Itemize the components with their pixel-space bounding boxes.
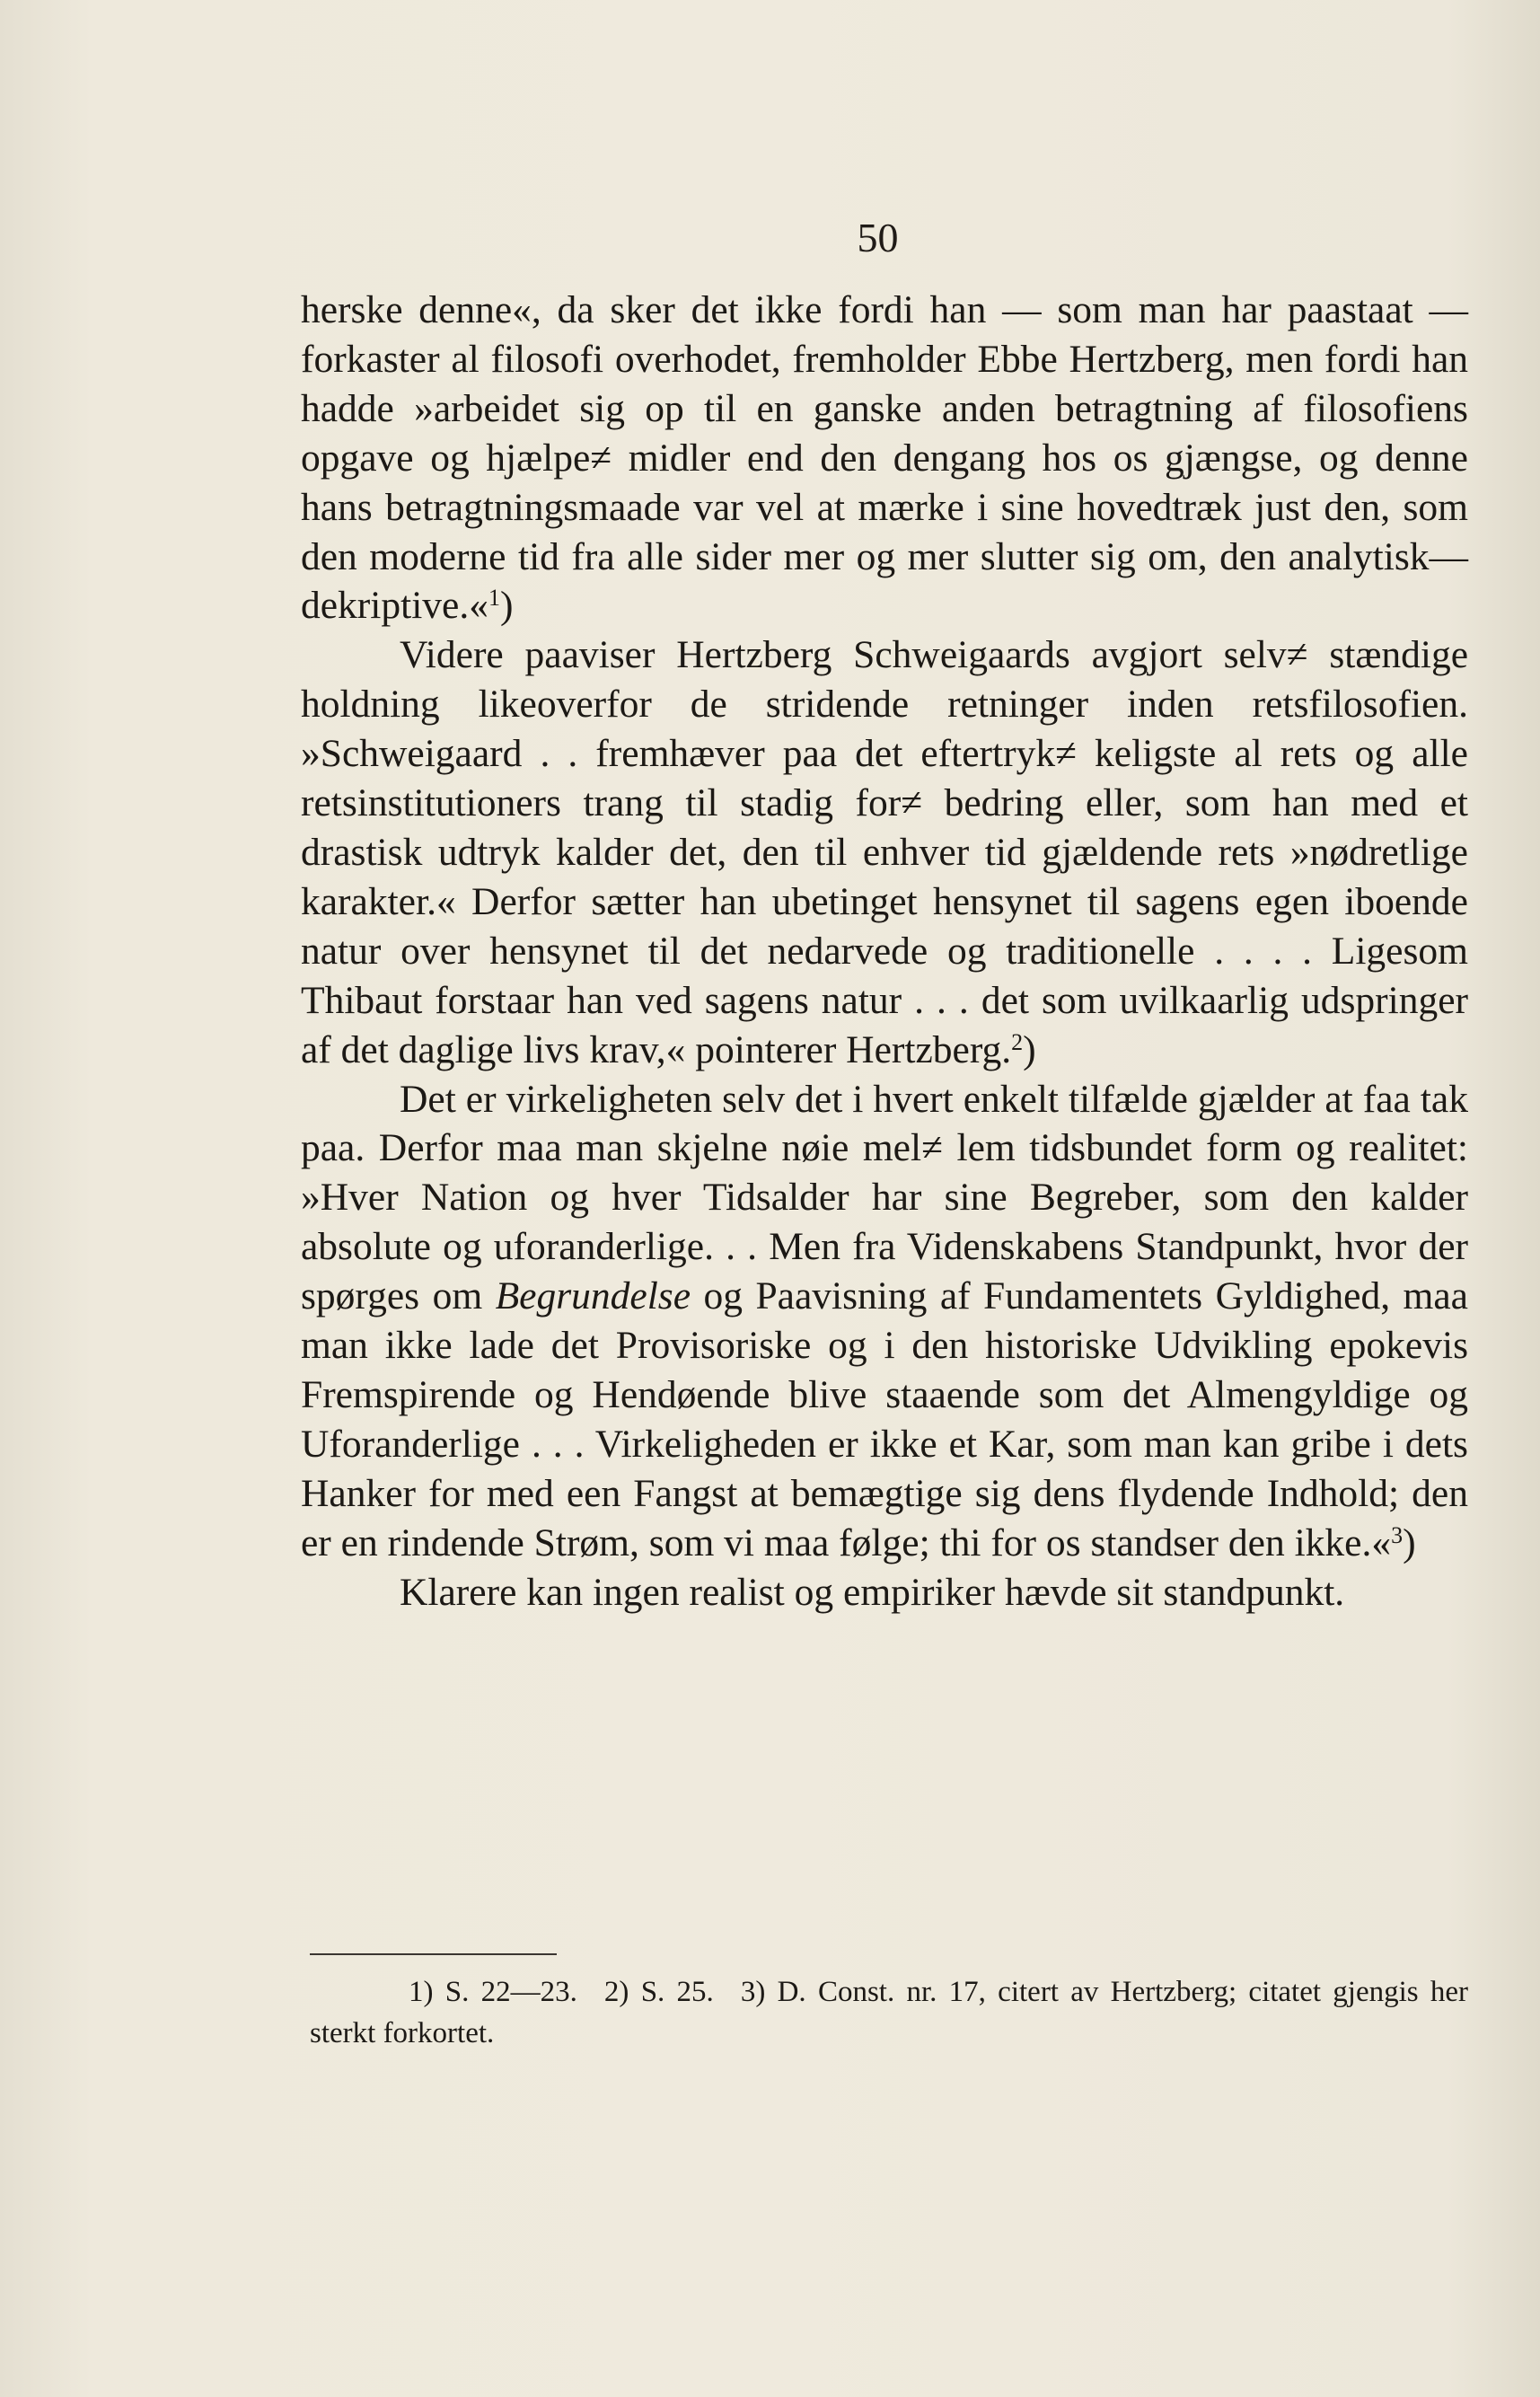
body-text bbox=[301, 286, 1468, 1617]
paragraph-3-text-b: og Paavisning af Fundamentets Gyldighed, maa man ikke lade det Provisoriske og i den historiske Udvikling epokevis Fremspirende og Hendøende blive staaende som det Almengyldige og Uforanderlige . . . Virkeligheden er ikke et Kar, som man kan gribe i dets Hanker for med een Fangst at bemægtige sig dens flydende Indhold; den er en rindende Strøm, som vi maa følge; thi for os standser den ikke.« bbox=[301, 1274, 1468, 1564]
paragraph-1 bbox=[301, 286, 1468, 630]
paragraph-3-italic: Begrundelse bbox=[495, 1274, 691, 1318]
footnote-ref-1: 1 bbox=[488, 585, 500, 612]
footnote-ref-2: 2 bbox=[1011, 1028, 1024, 1055]
footnote-3-marker: 3) bbox=[740, 1976, 766, 2008]
paragraph-4-text: Klarere kan ingen realist og empiriker hævde sit standpunkt. bbox=[400, 1570, 1345, 1614]
footnote-ref-1-paren: ) bbox=[499, 584, 514, 628]
footnote-ref-3: 3 bbox=[1391, 1521, 1404, 1548]
footnote-2-marker: 2) bbox=[603, 1976, 629, 2008]
footnote-ref-3-paren: ) bbox=[1403, 1520, 1416, 1564]
paragraph-3 bbox=[301, 1075, 1468, 1568]
footnote-2-text: S. 25. bbox=[640, 1976, 714, 2008]
footnote-1-text: S. 22—23. bbox=[444, 1976, 577, 2008]
footnote-list bbox=[310, 1971, 1468, 2054]
footnotes bbox=[310, 1971, 1468, 2054]
paragraph-2-text: Videre paaviser Hertzberg Schweigaards avgjort selv≠ stændige holdning likeoverfor de stridende retninger inden retsfilosofien. »Schweigaard . . fremhæver paa det eftertryk≠ keligste al rets og alle retsinstitutioners trang til stadig for≠ bedring eller, som han med et drastisk udtryk kalder det, den til enhver tid gjældende rets »nødretlige karakter.« Derfor sætter han ubetinget hensynet til sagens egen iboende natur over hensynet til det nedarvede og traditionelle . . . . Ligesom Thibaut forstaar han ved sagens natur . . . det som uvilkaarlig udspringer af det daglige livs krav,« pointerer Hertzberg. bbox=[301, 633, 1468, 1071]
paragraph-4 bbox=[301, 1568, 1468, 1617]
footnote-1-marker: 1) bbox=[409, 1976, 434, 2008]
footnote-divider bbox=[310, 1953, 557, 1955]
page-number: 50 bbox=[857, 215, 899, 260]
paragraph-1-text: herske denne«, da sker det ikke fordi han — som man har paastaat — forkaster al filosofi overhodet, fremholder Ebbe Hertzberg, men fordi han hadde »arbeidet sig op til en ganske anden betragtning af filosofiens opgave og hjælpe≠ midler end den dengang hos os gjængse, og denne hans betragtningsmaade var vel at mærke i sine hovedtræk just den, som den moderne tid fra alle sider mer og mer slutter sig om, den analytisk—dekriptive.« bbox=[301, 288, 1468, 628]
paragraph-3-text-a: Det er virkeligheten selv det i hvert enkelt tilfælde gjælder at faa tak paa. Derfor maa man skjelne nøie mel≠ lem tidsbundet form og realitet: »Hver Nation og hver Tidsalder har sine Begreber, som den kalder absolute og uforanderlige. . . Men fra Videnskabens Standpunkt, hvor der spørges om bbox=[301, 1077, 1468, 1318]
footnote-3-text: D. Const. nr. 17, citert av Hertzberg; citatet gjengis her sterkt forkortet. bbox=[310, 1976, 1469, 2049]
footnote-ref-2-paren: ) bbox=[1023, 1027, 1036, 1071]
paragraph-2 bbox=[301, 630, 1468, 1074]
